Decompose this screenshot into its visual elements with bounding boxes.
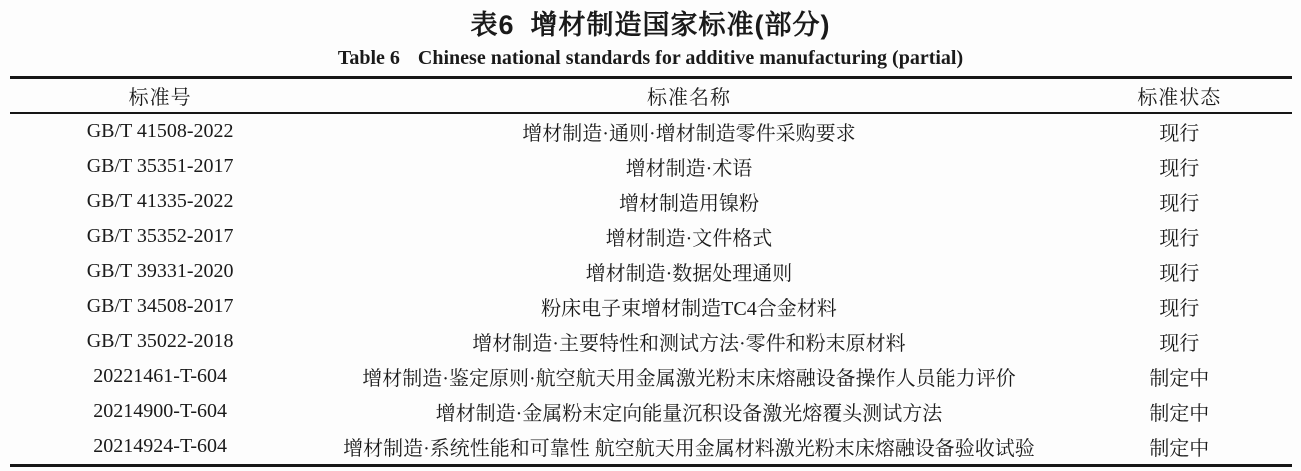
cell-std-name: 增材制造·术语 <box>625 158 753 180</box>
cell-std-name: 粉床电子束增材制造TC4合金材料 <box>541 298 837 320</box>
cell-std-name: 增材制造·金属粉末定向能量沉积设备激光熔覆头测试方法 <box>435 403 943 425</box>
cell-std-no: 20214900-T-604 <box>93 400 227 422</box>
table-row <box>10 113 1292 149</box>
table-row <box>10 289 1292 324</box>
table-row <box>10 254 1292 289</box>
table-row <box>10 184 1292 219</box>
cell-std-status: 制定中 <box>1149 438 1210 460</box>
cell-std-no: 20214924-T-604 <box>93 435 227 457</box>
cell-std-name: 增材制造·鉴定原则·航空航天用金属激光粉末床熔融设备操作人员能力评价 <box>362 368 1016 390</box>
standards-table <box>10 76 1292 467</box>
cell-std-no: GB/T 41508-2022 <box>86 120 234 142</box>
cell-std-name: 增材制造·主要特性和测试方法·零件和粉末原材料 <box>472 333 906 355</box>
cell-std-no: GB/T 41335-2022 <box>86 190 234 212</box>
cell-std-status: 现行 <box>1159 263 1200 285</box>
table-caption-cn-number: 表6 <box>470 10 515 40</box>
cell-std-no: GB/T 34508-2017 <box>86 295 234 317</box>
table-row <box>10 149 1292 184</box>
cell-std-status: 现行 <box>1159 193 1200 215</box>
cell-std-status: 现行 <box>1159 123 1200 145</box>
cell-std-name: 增材制造·系统性能和可靠性 航空航天用金属材料激光粉末床熔融设备验收试验 <box>343 438 1035 460</box>
table-caption-en <box>0 44 1301 72</box>
cell-std-status: 制定中 <box>1149 368 1210 390</box>
cell-std-name: 增材制造·通则·增材制造零件采购要求 <box>522 123 856 145</box>
cell-std-status: 现行 <box>1159 228 1200 250</box>
cell-std-name: 增材制造·数据处理通则 <box>585 263 793 285</box>
cell-std-no: GB/T 35352-2017 <box>86 225 234 247</box>
table-caption-cn <box>0 7 1301 44</box>
cell-std-name: 增材制造用镍粉 <box>618 193 759 215</box>
standards-table-body <box>10 113 1292 466</box>
table-caption-en-number: Table 6 <box>337 47 400 69</box>
cell-std-no: GB/T 35351-2017 <box>86 155 234 177</box>
column-header-std-name: 标准名称 <box>311 78 1067 114</box>
table-row <box>10 219 1292 254</box>
column-header-std-no: 标准号 <box>10 78 311 114</box>
table-row <box>10 394 1292 429</box>
cell-std-status: 现行 <box>1159 333 1200 355</box>
table-row <box>10 359 1292 394</box>
table-caption-en-title: Chinese national standards for additive manufacturing (partial) <box>417 47 964 69</box>
cell-std-status: 现行 <box>1159 158 1200 180</box>
cell-std-no: GB/T 35022-2018 <box>86 330 234 352</box>
standards-table-header <box>10 78 1292 114</box>
header-row <box>10 78 1292 114</box>
table-row <box>10 324 1292 359</box>
cell-std-no: GB/T 39331-2020 <box>86 260 234 282</box>
column-header-std-status: 标准状态 <box>1067 78 1291 114</box>
table-caption-cn-title: 增材制造国家标准(部分) <box>530 10 831 40</box>
cell-std-name: 增材制造·文件格式 <box>605 228 773 250</box>
cell-std-status: 制定中 <box>1149 403 1210 425</box>
table-row <box>10 429 1292 466</box>
cell-std-status: 现行 <box>1159 298 1200 320</box>
cell-std-no: 20221461-T-604 <box>93 365 227 387</box>
